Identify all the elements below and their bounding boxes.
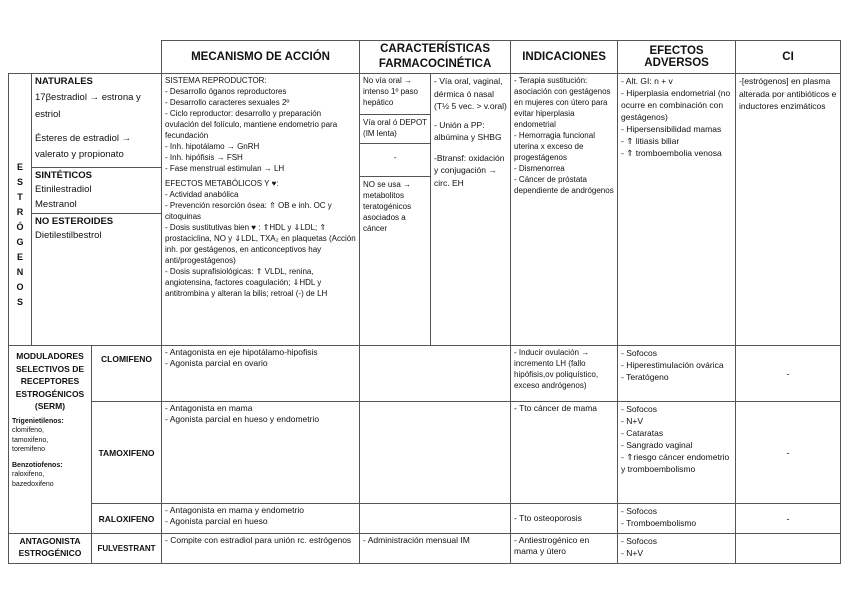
fulvestrant-mecanismo — [162, 534, 360, 564]
tamoxifeno-row — [9, 402, 841, 504]
tamoxifeno-mec-line: - Antagonista en mama — [165, 403, 253, 413]
indicacion-line: - Cáncer de próstata dependiente de andrógenos — [514, 175, 614, 195]
estrogenos-vertical-label — [9, 74, 32, 346]
efecto-line: - Alt. GI: n + v — [621, 76, 673, 86]
fulvestrant-mec: - Compite con estradiol para unión rc. estrógenos — [165, 535, 352, 545]
farmaco-a-dash-block — [360, 143, 430, 174]
tamoxifeno-farmaco — [360, 402, 511, 504]
clomifeno-indicaciones — [511, 346, 618, 402]
header-mecanismo: MECANISMO DE ACCIÓN — [162, 41, 360, 74]
benzo-item: raloxifeno, — [12, 471, 45, 478]
header-efectos: EFECTOS ADVERSOS — [618, 41, 736, 74]
naturales-block — [32, 74, 161, 167]
raloxifeno-farmaco — [360, 504, 511, 534]
tamoxifeno-indicaciones — [511, 402, 618, 504]
raloxifeno-efectos — [618, 504, 736, 534]
serm-title-line: ESTROGÉNICOS — [15, 388, 85, 399]
tamoxifeno-name: TAMOXIFENO — [92, 402, 162, 504]
estrogenos-farmaco-a — [360, 74, 431, 346]
mecanismo-line: - Actividad anabólica — [165, 190, 239, 199]
serm-title-line: (SERM) — [34, 401, 66, 411]
trigenilet-block — [12, 417, 88, 455]
vert-letter: E — [16, 252, 23, 262]
fulvestrant-ci — [736, 534, 841, 564]
pharmacology-table — [8, 40, 841, 564]
vert-letter: Ó — [16, 222, 24, 232]
estrogenos-efectos — [618, 74, 736, 346]
serm-group-title — [12, 350, 88, 413]
serm-group-cell — [9, 346, 92, 534]
vert-letter: S — [16, 297, 23, 307]
header-caracteristicas-line2: FARMACOCINÉTICA — [378, 58, 492, 70]
mecanismo-line: - Desarrollo caracteres sexuales 2º — [165, 98, 290, 107]
tamoxifeno-efectos — [618, 402, 736, 504]
header-caracteristicas-line1: CARACTERÍSTICAS — [380, 43, 490, 55]
trigenilet-item: toremifeno — [12, 446, 46, 453]
header-empty — [9, 41, 162, 74]
mecanismo-line: - Dosis sustitutivas bien ♥ : ⇑HDL y ⇓LDL; ⇑ prostaciclina, NO y ⇓LDL, TXA₂ en plaquetas (Acción inh. por gestágenos, en anticonceptivos hay anti/progestágenos) — [165, 223, 356, 265]
naturales-title: NATURALES — [35, 76, 93, 87]
no-esteroides-block — [32, 213, 161, 243]
tamoxifeno-efecto: - N+V — [621, 416, 644, 426]
raloxifeno-indicaciones — [511, 504, 618, 534]
tamoxifeno-mecanismo — [162, 402, 360, 504]
tamoxifeno-efecto: - Cataratas — [621, 428, 664, 438]
tamoxifeno-efecto: - ⇑riesgo cáncer endometrio y tromboembolismo — [621, 452, 730, 474]
efecto-line: - ⇑ litiasis biliar — [621, 136, 680, 146]
efecto-line: - ⇑ tromboembolia venosa — [621, 148, 722, 158]
sinteticos-item: Mestranol — [35, 199, 77, 210]
estrogenos-indicaciones — [511, 74, 618, 346]
antagonista-title-line: ANTAGONISTA — [19, 536, 81, 546]
raloxifeno-ind: - Tto osteoporosis — [514, 513, 582, 523]
fulvestrant-efecto: - Sofocos — [621, 536, 657, 546]
clomifeno-ind: - Inducir ovulación → incremento LH (fallo hipófisis,ov poliquístico, exceso andrógenos) — [514, 348, 599, 390]
ci-text: -[estrógenos] en plasma alterada por antibióticos e inductores enzimáticos — [739, 76, 837, 111]
naturales-line2: Ésteres de estradiol → valerato y propionato — [35, 132, 132, 160]
farmaco-a-bottom-block — [360, 176, 430, 234]
serm-title-line: SELECTIVOS DE — [15, 363, 84, 374]
benzo-title: Benzotiofenos: — [12, 461, 63, 469]
farmaco-b-line: -Btransf: oxidación y conjugación → circ. EH — [434, 152, 505, 188]
raloxifeno-mec-line: - Antagonista en mama y endometrio — [165, 505, 304, 515]
mecanismo-line: - Ciclo reproductor: desarrollo y preparación ovulación del folículo, mantiene endometrio para fecundación — [165, 109, 338, 140]
vert-letter: O — [16, 282, 24, 292]
serm-title-line: MODULADORES — [16, 351, 84, 361]
raloxifeno-mecanismo — [162, 504, 360, 534]
fulvestrant-farmaco — [360, 534, 511, 564]
farmaco-b-line: - Vía oral, vaginal, dérmica ó nasal (T½ 5 vec. > v.oral) — [434, 76, 507, 111]
clomifeno-efecto: - Teratógeno — [621, 372, 669, 382]
clomifeno-efectos — [618, 346, 736, 402]
sinteticos-block — [32, 167, 161, 214]
farmaco-a-mid-block — [360, 114, 430, 139]
mecanismo-line: - Inh. hipotálamo → GnRH — [165, 142, 260, 151]
vert-letter: E — [16, 162, 23, 172]
mecanismo-line: - Inh. hipófisis → FSH — [165, 153, 243, 162]
farmaco-b-line: - Unión a PP: albúmina y SHBG — [434, 119, 502, 142]
trigenilet-title: Trigenietilenos: — [12, 417, 64, 425]
header-ci: CI — [736, 41, 841, 74]
clomifeno-row — [9, 346, 841, 402]
clomifeno-efecto: - Hiperestimulación ovárica — [621, 360, 724, 370]
clomifeno-mec-line: - Agonista parcial en ovario — [165, 358, 268, 368]
sinteticos-title: SINTÉTICOS — [35, 169, 93, 181]
efecto-line: - Hipersensibilidad mamas — [621, 124, 722, 134]
trigenilet-item: clomifeno, — [12, 427, 44, 434]
header-indicaciones: INDICACIONES — [511, 41, 618, 74]
header-row — [9, 41, 841, 74]
clomifeno-ci: - — [736, 346, 841, 402]
indicacion-line: - Hemorragia funcional uterina x exceso de progestágenos — [514, 131, 595, 162]
fulvestrant-farmaco-text: - Administración mensual IM — [363, 535, 470, 545]
sinteticos-item: Etinilestradiol — [35, 184, 92, 195]
tamoxifeno-ind: - Tto cáncer de mama — [514, 403, 598, 413]
indicacion-line: - Terapia sustitución: asociación con gestágenos en mujeres con útero para evitar hiperplasia endometrial — [514, 76, 611, 129]
clomifeno-mec-line: - Antagonista en eje hipotálamo-hipofisis — [165, 347, 318, 357]
mecanismo-heading-1: SISTEMA REPRODUCTOR: — [165, 76, 267, 85]
raloxifeno-efecto: - Sofocos — [621, 506, 657, 516]
tamoxifeno-efecto: - Sofocos — [621, 404, 657, 414]
farmaco-a-bottom: NO se usa → metabolitos teratogénicos asociados a cáncer — [363, 180, 412, 233]
benzo-block — [12, 461, 88, 490]
raloxifeno-efecto: - Tromboembolismo — [621, 518, 697, 528]
indicacion-line: - Dismenorrea — [514, 164, 565, 173]
estrogenos-mecanismo — [162, 74, 360, 346]
mecanismo-line: - Dosis suprafisiológicas: ⇑ VLDL, renina, angiotensina, factores coagulación; ⇓HDL y antitrombina y alteran la bilis; retroal (-) de LH — [165, 267, 328, 298]
antagonista-group-cell — [9, 534, 92, 564]
fulvestrant-indicaciones — [511, 534, 618, 564]
antagonista-row — [9, 534, 841, 564]
farmaco-a-dash: - — [393, 153, 397, 162]
fulvestrant-efectos — [618, 534, 736, 564]
vert-letter: R — [16, 207, 24, 217]
farmaco-a-top: No vía oral → intenso 1º paso hepático — [363, 76, 418, 107]
raloxifeno-name: RALOXIFENO — [92, 504, 162, 534]
fulvestrant-ind: - Antiestrogénico en mama y útero — [514, 535, 590, 556]
estrogenos-types — [32, 74, 162, 346]
no-esteroides-item: Dietilestilbestrol — [35, 229, 102, 241]
mecanismo-line: - Desarrollo óganos reproductores — [165, 87, 287, 96]
trigenilet-item: tamoxifeno, — [12, 436, 49, 444]
clomifeno-name: CLOMIFENO — [92, 346, 162, 402]
estrogenos-ci — [736, 74, 841, 346]
mecanismo-line: - Prevención resorción ósea: ⇑ OB e inh. OC y citoquinas — [165, 201, 332, 221]
header-caracteristicas — [360, 41, 511, 74]
raloxifeno-mec-line: - Agonista parcial en hueso — [165, 516, 268, 526]
benzo-item: bazedoxifeno — [12, 480, 54, 488]
naturales-line1: 17βestradiol → estrona y estriol — [35, 91, 141, 120]
clomifeno-farmaco — [360, 346, 511, 402]
vert-letter: T — [17, 192, 23, 202]
efecto-line: - Hiperplasia endometrial (no ocurre en combinación con gestágenos) — [621, 88, 731, 122]
estrogenos-row — [9, 74, 841, 346]
serm-title-line: RECEPTORES — [20, 376, 80, 386]
estrogenos-farmaco-b — [431, 74, 511, 346]
vert-letter: S — [16, 177, 23, 187]
raloxifeno-ci: - — [736, 504, 841, 534]
tamoxifeno-efecto: - Sangrado vaginal — [621, 440, 693, 450]
tamoxifeno-ci: - — [736, 402, 841, 504]
mecanismo-heading-2: EFECTOS METABÓLICOS Y ♥: — [165, 179, 279, 188]
raloxifeno-row — [9, 504, 841, 534]
vert-letter: N — [16, 267, 24, 277]
clomifeno-efecto: - Sofocos — [621, 348, 657, 358]
antagonista-title-line: ESTROGÉNICO — [18, 548, 82, 558]
mecanismo-line: - Fase menstrual estimulan → LH — [165, 164, 285, 173]
clomifeno-mecanismo — [162, 346, 360, 402]
no-esteroides-title: NO ESTEROIDES — [35, 216, 114, 227]
vert-letter: G — [16, 237, 24, 247]
fulvestrant-efecto: - N+V — [621, 548, 644, 558]
tamoxifeno-mec-line: - Agonista parcial en hueso y endometrio — [165, 414, 320, 424]
farmaco-a-mid: Vía oral ó DEPOT (IM lenta) — [363, 118, 427, 138]
fulvestrant-name: FULVESTRANT — [92, 534, 162, 564]
